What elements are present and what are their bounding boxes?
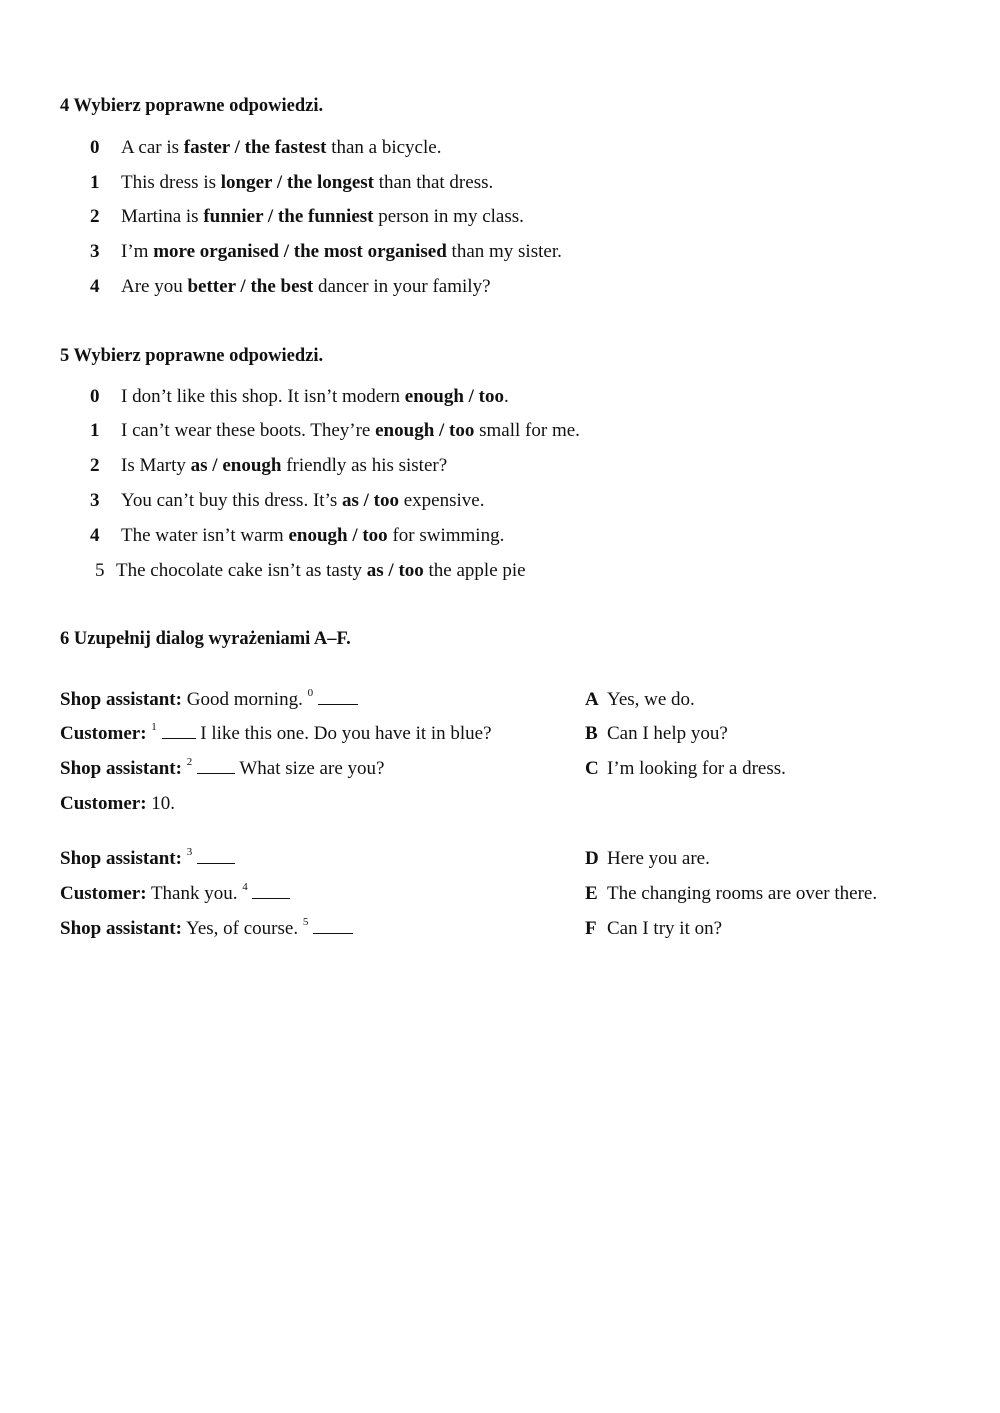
item-text-post: friendly as his sister? xyxy=(281,455,448,476)
ex5-item-3[interactable] xyxy=(90,490,484,512)
dialog-line-5 xyxy=(60,883,290,905)
item-choice[interactable]: enough / too xyxy=(375,420,475,441)
dialog-text xyxy=(182,848,187,869)
option-text: Here you are. xyxy=(607,848,710,869)
item-text-pre: A car is xyxy=(121,137,184,158)
item-text-post: than that dress. xyxy=(373,172,494,193)
dialog-speaker: Customer: xyxy=(60,723,147,744)
dialog-speaker: Shop assistant: xyxy=(60,848,182,869)
dialog-line-6 xyxy=(60,918,353,940)
gap-number: 5 xyxy=(302,916,309,928)
dialog-line-4 xyxy=(60,848,235,870)
item-number: 5 xyxy=(95,560,105,581)
item-text-post: the apple pie xyxy=(423,560,526,581)
option-letter: C xyxy=(585,758,599,779)
dialog-text-after: I like this one. Do you have it in blue? xyxy=(195,723,492,744)
item-text-post: for swimming. xyxy=(387,525,505,546)
option-letter: F xyxy=(585,918,597,939)
dialog-text xyxy=(182,758,187,779)
item-choice[interactable]: longer / the longest xyxy=(220,172,374,193)
option-d[interactable] xyxy=(585,848,710,870)
item-text-post: than a bicycle. xyxy=(326,137,442,158)
item-text-pre: Is Marty xyxy=(121,455,191,476)
gap-number: 1 xyxy=(151,721,157,733)
ex4-item-1[interactable] xyxy=(90,172,493,194)
dialog-speaker: Shop assistant: xyxy=(60,758,182,779)
dialog-line-3 xyxy=(60,793,175,815)
item-number: 3 xyxy=(90,490,100,511)
dialog-speaker: Customer: xyxy=(60,793,147,814)
item-text-post: person in my class. xyxy=(373,206,524,227)
answer-blank[interactable] xyxy=(313,919,353,934)
item-choice[interactable]: enough / too xyxy=(288,525,388,546)
item-text-pre: You can’t buy this dress. It’s xyxy=(121,490,342,511)
item-text-pre: The chocolate cake isn’t as tasty xyxy=(116,560,367,581)
dialog-speaker: Shop assistant: xyxy=(60,918,182,939)
item-choice[interactable]: as / too xyxy=(366,560,424,581)
item-text-pre: The water isn’t warm xyxy=(121,525,289,546)
dialog-text-after: What size are you? xyxy=(234,758,385,779)
item-number: 4 xyxy=(90,525,100,546)
answer-blank[interactable] xyxy=(197,849,235,864)
item-choice[interactable]: as / too xyxy=(341,490,399,511)
option-f[interactable] xyxy=(585,918,722,940)
item-text-post: small for me. xyxy=(474,420,580,441)
answer-blank[interactable] xyxy=(197,759,235,774)
dialog-line-2 xyxy=(60,758,384,780)
option-letter: D xyxy=(585,848,599,869)
item-number: 3 xyxy=(90,241,100,262)
dialog-text: Thank you. xyxy=(146,883,243,904)
item-text-pre: I’m xyxy=(121,241,154,262)
exercise-4-heading: 4 Wybierz poprawne odpowiedzi. xyxy=(60,96,324,116)
item-number: 1 xyxy=(90,172,100,193)
option-b[interactable] xyxy=(585,723,728,745)
ex4-item-0[interactable] xyxy=(90,137,441,159)
dialog-line-1 xyxy=(60,723,492,745)
item-text-post: dancer in your family? xyxy=(313,276,491,297)
item-text-pre: Are you xyxy=(121,276,188,297)
ex4-item-2[interactable] xyxy=(90,206,524,228)
item-text-pre: Martina is xyxy=(121,206,204,227)
option-letter: E xyxy=(585,883,598,904)
item-number: 0 xyxy=(90,386,100,407)
dialog-text: 10. xyxy=(146,793,176,814)
item-choice[interactable]: better / the best xyxy=(187,276,314,297)
item-text-post: expensive. xyxy=(398,490,485,511)
item-number: 2 xyxy=(90,206,100,227)
item-text-pre: This dress is xyxy=(121,172,221,193)
item-text-post: . xyxy=(504,386,509,407)
gap-number: 0 xyxy=(307,687,314,699)
ex5-item-2[interactable] xyxy=(90,455,447,477)
item-choice[interactable]: funnier / the funniest xyxy=(203,206,374,227)
answer-blank[interactable] xyxy=(162,724,196,739)
item-text-post: than my sister. xyxy=(446,241,562,262)
item-number: 2 xyxy=(90,455,100,476)
option-letter: A xyxy=(585,689,599,710)
item-number: 1 xyxy=(90,420,100,441)
ex4-item-4[interactable] xyxy=(90,276,491,298)
option-text: Can I help you? xyxy=(607,723,728,744)
item-choice[interactable]: enough / too xyxy=(404,386,505,407)
dialog-speaker: Customer: xyxy=(60,883,147,904)
item-text-pre: I don’t like this shop. It isn’t modern xyxy=(121,386,405,407)
option-letter: B xyxy=(585,723,598,744)
option-e[interactable] xyxy=(585,883,877,905)
answer-blank[interactable] xyxy=(252,884,290,899)
ex5-item-4[interactable] xyxy=(90,525,504,547)
ex5-item-5[interactable] xyxy=(95,560,526,582)
option-a[interactable] xyxy=(585,689,695,711)
item-choice[interactable]: more organised / the most organised xyxy=(153,241,447,262)
option-text: The changing rooms are over there. xyxy=(607,883,878,904)
item-choice[interactable]: faster / the fastest xyxy=(183,137,327,158)
gap-number: 3 xyxy=(186,846,193,858)
item-choice[interactable]: as / enough xyxy=(190,455,282,476)
ex4-item-3[interactable] xyxy=(90,241,562,263)
ex5-item-0[interactable] xyxy=(90,386,509,408)
item-number: 0 xyxy=(90,137,100,158)
option-c[interactable] xyxy=(585,758,786,780)
answer-blank[interactable] xyxy=(318,690,358,705)
item-number: 4 xyxy=(90,276,100,297)
exercise-6-heading: 6 Uzupełnij dialog wyrażeniami A–F. xyxy=(60,629,351,649)
ex5-item-1[interactable] xyxy=(90,420,580,442)
dialog-speaker: Shop assistant: xyxy=(60,689,182,710)
item-text-pre: I can’t wear these boots. They’re xyxy=(121,420,376,441)
option-text: I’m looking for a dress. xyxy=(607,758,786,779)
gap-number: 2 xyxy=(186,756,193,768)
exercise-5-heading: 5 Wybierz poprawne odpowiedzi. xyxy=(60,346,324,366)
dialog-text: Yes, of course. xyxy=(181,918,303,939)
dialog-line-0 xyxy=(60,689,358,711)
dialog-text: Good morning. xyxy=(181,689,308,710)
option-text: Can I try it on? xyxy=(607,918,723,939)
option-text: Yes, we do. xyxy=(607,689,695,710)
gap-number: 4 xyxy=(242,881,248,893)
